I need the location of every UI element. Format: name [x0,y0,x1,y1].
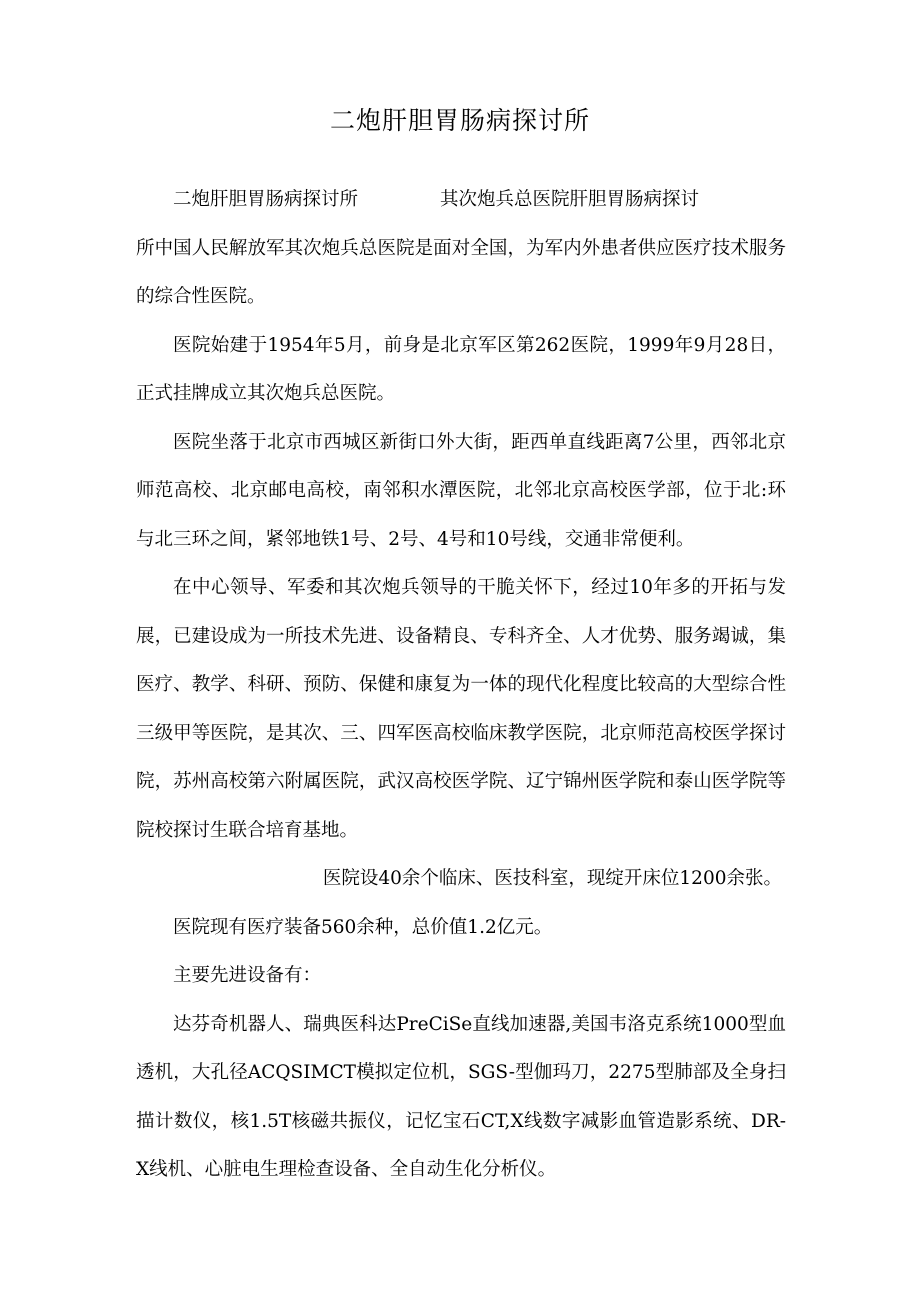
paragraph-founding: 医院始建于1954年5月，前身是北京军区第262医院，1999年9月28日，正式挂牌成立其次炮兵总医院。 [136,334,786,404]
equipment-line: 医院现有医疗装备560余种，总价值1.2亿元。 [173,916,553,938]
equipment-list: 达芬奇机器人、瑞典医科达PreCiSe直线加速器,美国韦洛克系统1000型血透机，大孔径ACQSIMCT模拟定位机，SGS-型伽玛刀，2275型肺部及全身扫描计数仪，核1.5T核磁共振仪，记忆宝石CT,X线数字减影血管造影系统、DR-X线机、心脏电生理检查设备、全自动生化分析仪。 [136,1013,786,1180]
document-body [136,176,786,1195]
paragraph-development: 在中心领导、军委和其次炮兵领导的干脆关怀下，经过10年多的开拓与发展，已建设成为一所技术先进、设备精良、专科齐全、人才优势、服务竭诚，集医疗、教学、科研、预防、保健和康复为一体的现代化程度比较高的大型综合性三级甲等医院，是其次、三、四军医高校临床教学医院，北京师范高校医学探讨院，苏州高校第六附属医院，武汉高校医学院、辽宁锦州医学院和泰山医学院等院校探讨生联合培育基地。 [136,577,786,841]
main-equipment-heading: 主要先进设备有： [173,965,322,986]
document-title: 二炮肝胆胃肠病探讨所 [329,106,590,135]
intro-lead: 其次炮兵总医院肝胆胃肠病探讨 [440,189,700,210]
beds-line: 医院设40余个临床、医技科室，现绽开床位1200余张。 [322,868,782,889]
intro-text: 所中国人民解放军其次炮兵总医院是面对全国，为军内外患者供应医疗技术服务的综合性医院。 [136,237,786,307]
intro-heading: 二炮肝胆胃肠病探讨所 [173,189,359,210]
paragraph-location: 医院坐落于北京市西城区新街口外大街，距西单直线距离7公里，西邻北京师范高校、北京邮电高校，南邻积水潭医院，北邻北京高校医学部，位于北:环与北三环之间，紧邻地铁1号、2号、4号和10号线，交通非常便利。 [136,431,786,550]
intro-paragraph [136,176,786,225]
